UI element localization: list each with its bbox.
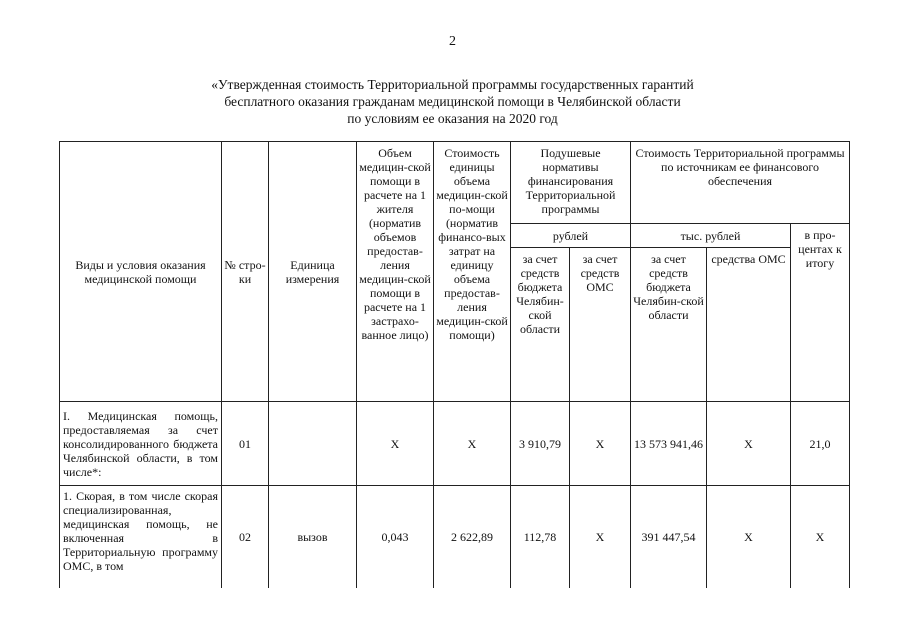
table-row (60, 402, 850, 486)
header-program-cost: Стоимость Территориальной программы по источникам ее финансового обеспечения (631, 142, 850, 224)
header-rubles: рублей (511, 224, 631, 248)
row-cost-budget: 391 447,54 (631, 486, 707, 589)
row-norm-budget: 3 910,79 (511, 402, 570, 486)
header-norm-oms: за счет средств ОМС (570, 248, 631, 402)
header-volume: Объем медицин-ской помощи в расчете на 1 жителя (норматив объемов предостав-ления медицин-ской помощи в расчете на 1 застрахо-ванное лицо) (357, 142, 434, 402)
row-volume: 0,043 (357, 486, 434, 589)
table-row (60, 486, 850, 589)
title-line-1: «Утвержденная стоимость Территориальной программы государственных гарантий (211, 77, 694, 92)
row-cost-oms: X (707, 402, 791, 486)
header-cost-oms: средства ОМС (707, 248, 791, 402)
row-name: 1. Скорая, в том числе скорая специализированная, медицинская помощь, не включенная в Территориальную программу ОМС, в том (63, 489, 218, 573)
header-per-capita-norms: Подушевые нормативы финансирования Территориальной программы (511, 142, 631, 224)
header-unit: Единица измерения (269, 142, 357, 402)
title-line-3: по условиям ее оказания на 2020 год (347, 111, 558, 126)
page-number: 2 (449, 34, 456, 49)
row-percent: X (791, 486, 850, 589)
row-unit: вызов (269, 486, 357, 589)
title-line-2: бесплатного оказания гражданам медицинской помощи в Челябинской области (224, 94, 681, 109)
row-volume: X (357, 402, 434, 486)
header-percent: в про-центах к итогу (791, 224, 850, 402)
header-cost-budget: за счет средств бюджета Челябин-ской области (631, 248, 707, 402)
row-norm-budget: 112,78 (511, 486, 570, 589)
row-norm-oms: X (570, 402, 631, 486)
row-name: I. Медицинская помощь, предоставляемая за счет консолидированного бюджета Челябинской области, в том числе*: (60, 402, 222, 486)
row-number: 01 (222, 402, 269, 486)
row-unit (269, 402, 357, 486)
header-row-number: № стро-ки (222, 142, 269, 402)
document-title (0, 76, 905, 127)
row-unit-cost: X (434, 402, 511, 486)
header-unit-cost: Стоимость единицы объема медицин-ской по-мощи (норматив финансо-вых затрат на единицу объема предостав-ления медицин-ской помощи) (434, 142, 511, 402)
header-thousand-rubles: тыс. рублей (631, 224, 791, 248)
header-norm-budget: за счет средств бюджета Челябин-ской области (511, 248, 570, 402)
row-cost-budget: 13 573 941,46 (631, 402, 707, 486)
row-norm-oms: X (570, 486, 631, 589)
row-number: 02 (222, 486, 269, 589)
header-kinds: Виды и условия оказания медицинской помощи (60, 142, 222, 402)
row-cost-oms: X (707, 486, 791, 589)
row-percent: 21,0 (791, 402, 850, 486)
cost-table (59, 141, 850, 588)
row-unit-cost: 2 622,89 (434, 486, 511, 589)
